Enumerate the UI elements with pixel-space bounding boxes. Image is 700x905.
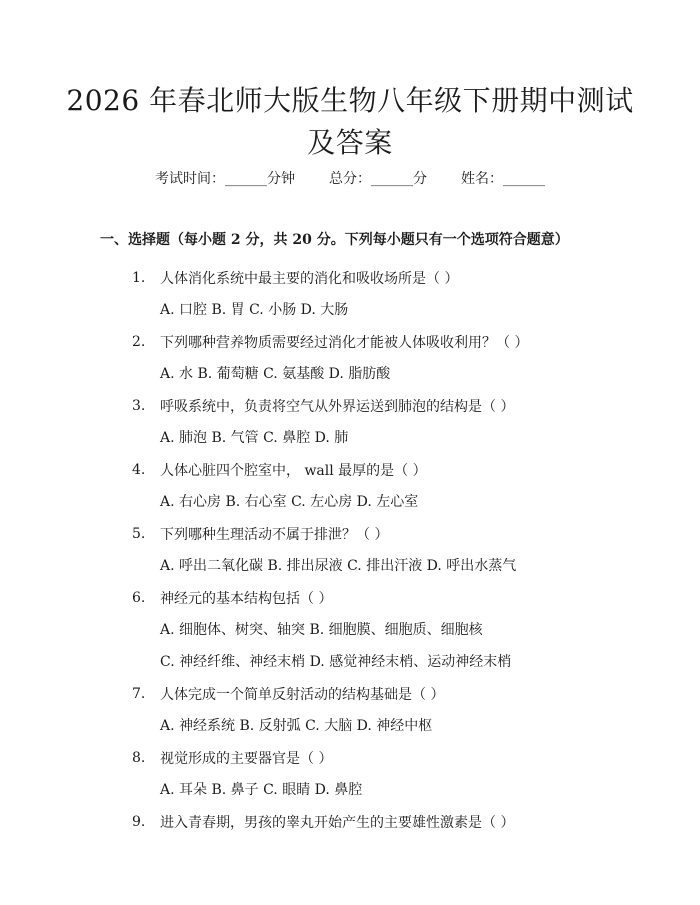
question-2-options: A. 水 B. 葡萄糖 C. 氨基酸 D. 脂肪酸 bbox=[160, 366, 391, 382]
question-6-options: C. 神经纤维、神经末梢 D. 感觉神经末梢、运动神经末梢 bbox=[160, 654, 512, 670]
question-1 bbox=[132, 262, 652, 294]
question-text: 进入青春期，男孩的睾丸开始产生的主要雄性激素是（ ） bbox=[160, 815, 515, 831]
question-number: 3. bbox=[132, 398, 146, 414]
question-5-options: A. 呼出二氧化碳 B. 排出尿液 C. 排出汗液 D. 呼出水蒸气 bbox=[160, 558, 517, 574]
question-4-options: A. 右心房 B. 右心室 C. 左心房 D. 左心室 bbox=[160, 494, 419, 510]
student-name-field: 姓名：______ bbox=[461, 171, 545, 187]
question-text: 神经元的基本结构包括（ ） bbox=[160, 591, 333, 607]
question-number: 9. bbox=[132, 814, 146, 830]
question-2 bbox=[132, 326, 652, 358]
question-text: 人体心脏四个腔室中， wall 最厚的是（ ） bbox=[160, 463, 427, 479]
question-7 bbox=[132, 678, 652, 710]
question-8 bbox=[132, 742, 652, 774]
question-5 bbox=[132, 518, 652, 550]
question-6 bbox=[132, 582, 652, 614]
question-9 bbox=[132, 806, 652, 838]
question-number: 8. bbox=[132, 750, 146, 766]
question-number: 4. bbox=[132, 462, 146, 478]
title-line-1: 2026 年春北师大版生物八年级下册期中测试 bbox=[66, 84, 634, 117]
question-number: 1. bbox=[132, 270, 146, 286]
question-7-options: A. 神经系统 B. 反射弧 C. 大脑 D. 神经中枢 bbox=[160, 718, 433, 734]
question-text: 视觉形成的主要器官是（ ） bbox=[160, 751, 333, 767]
section-title: 一、选择题（每小题 2 分，共 20 分。下列每小题只有一个选项符合题意） bbox=[100, 232, 569, 248]
question-text: 下列哪种生理活动不属于排泄？（ ） bbox=[160, 527, 389, 543]
question-text: 下列哪种营养物质需要经过消化才能被人体吸收利用？（ ） bbox=[160, 335, 529, 351]
question-8-options: A. 耳朵 B. 鼻子 C. 眼睛 D. 鼻腔 bbox=[160, 782, 363, 798]
question-4 bbox=[132, 454, 652, 486]
question-text: 呼吸系统中，负责将空气从外界运送到肺泡的结构是（ ） bbox=[160, 399, 515, 415]
question-6-options: A. 细胞体、树突、轴突 B. 细胞膜、细胞质、细胞核 bbox=[160, 622, 483, 638]
question-number: 6. bbox=[132, 590, 146, 606]
total-score-field: 总分：______分 bbox=[329, 171, 427, 187]
question-1-options: A. 口腔 B. 胃 C. 小肠 D. 大肠 bbox=[160, 302, 349, 318]
question-list bbox=[132, 262, 652, 838]
question-text: 人体完成一个简单反射活动的结构基础是（ ） bbox=[160, 687, 445, 703]
question-number: 2. bbox=[132, 334, 146, 350]
question-3-options: A. 肺泡 B. 气管 C. 鼻腔 D. 肺 bbox=[160, 430, 349, 446]
question-text: 人体消化系统中最主要的消化和吸收场所是（ ） bbox=[160, 271, 459, 287]
question-number: 7. bbox=[132, 686, 146, 702]
question-number: 5. bbox=[132, 526, 146, 542]
exam-title bbox=[60, 80, 640, 164]
exam-meta bbox=[0, 168, 700, 188]
title-line-2: 及答案 bbox=[307, 126, 393, 159]
exam-time-field: 考试时间：______分钟 bbox=[155, 171, 295, 187]
question-3 bbox=[132, 390, 652, 422]
